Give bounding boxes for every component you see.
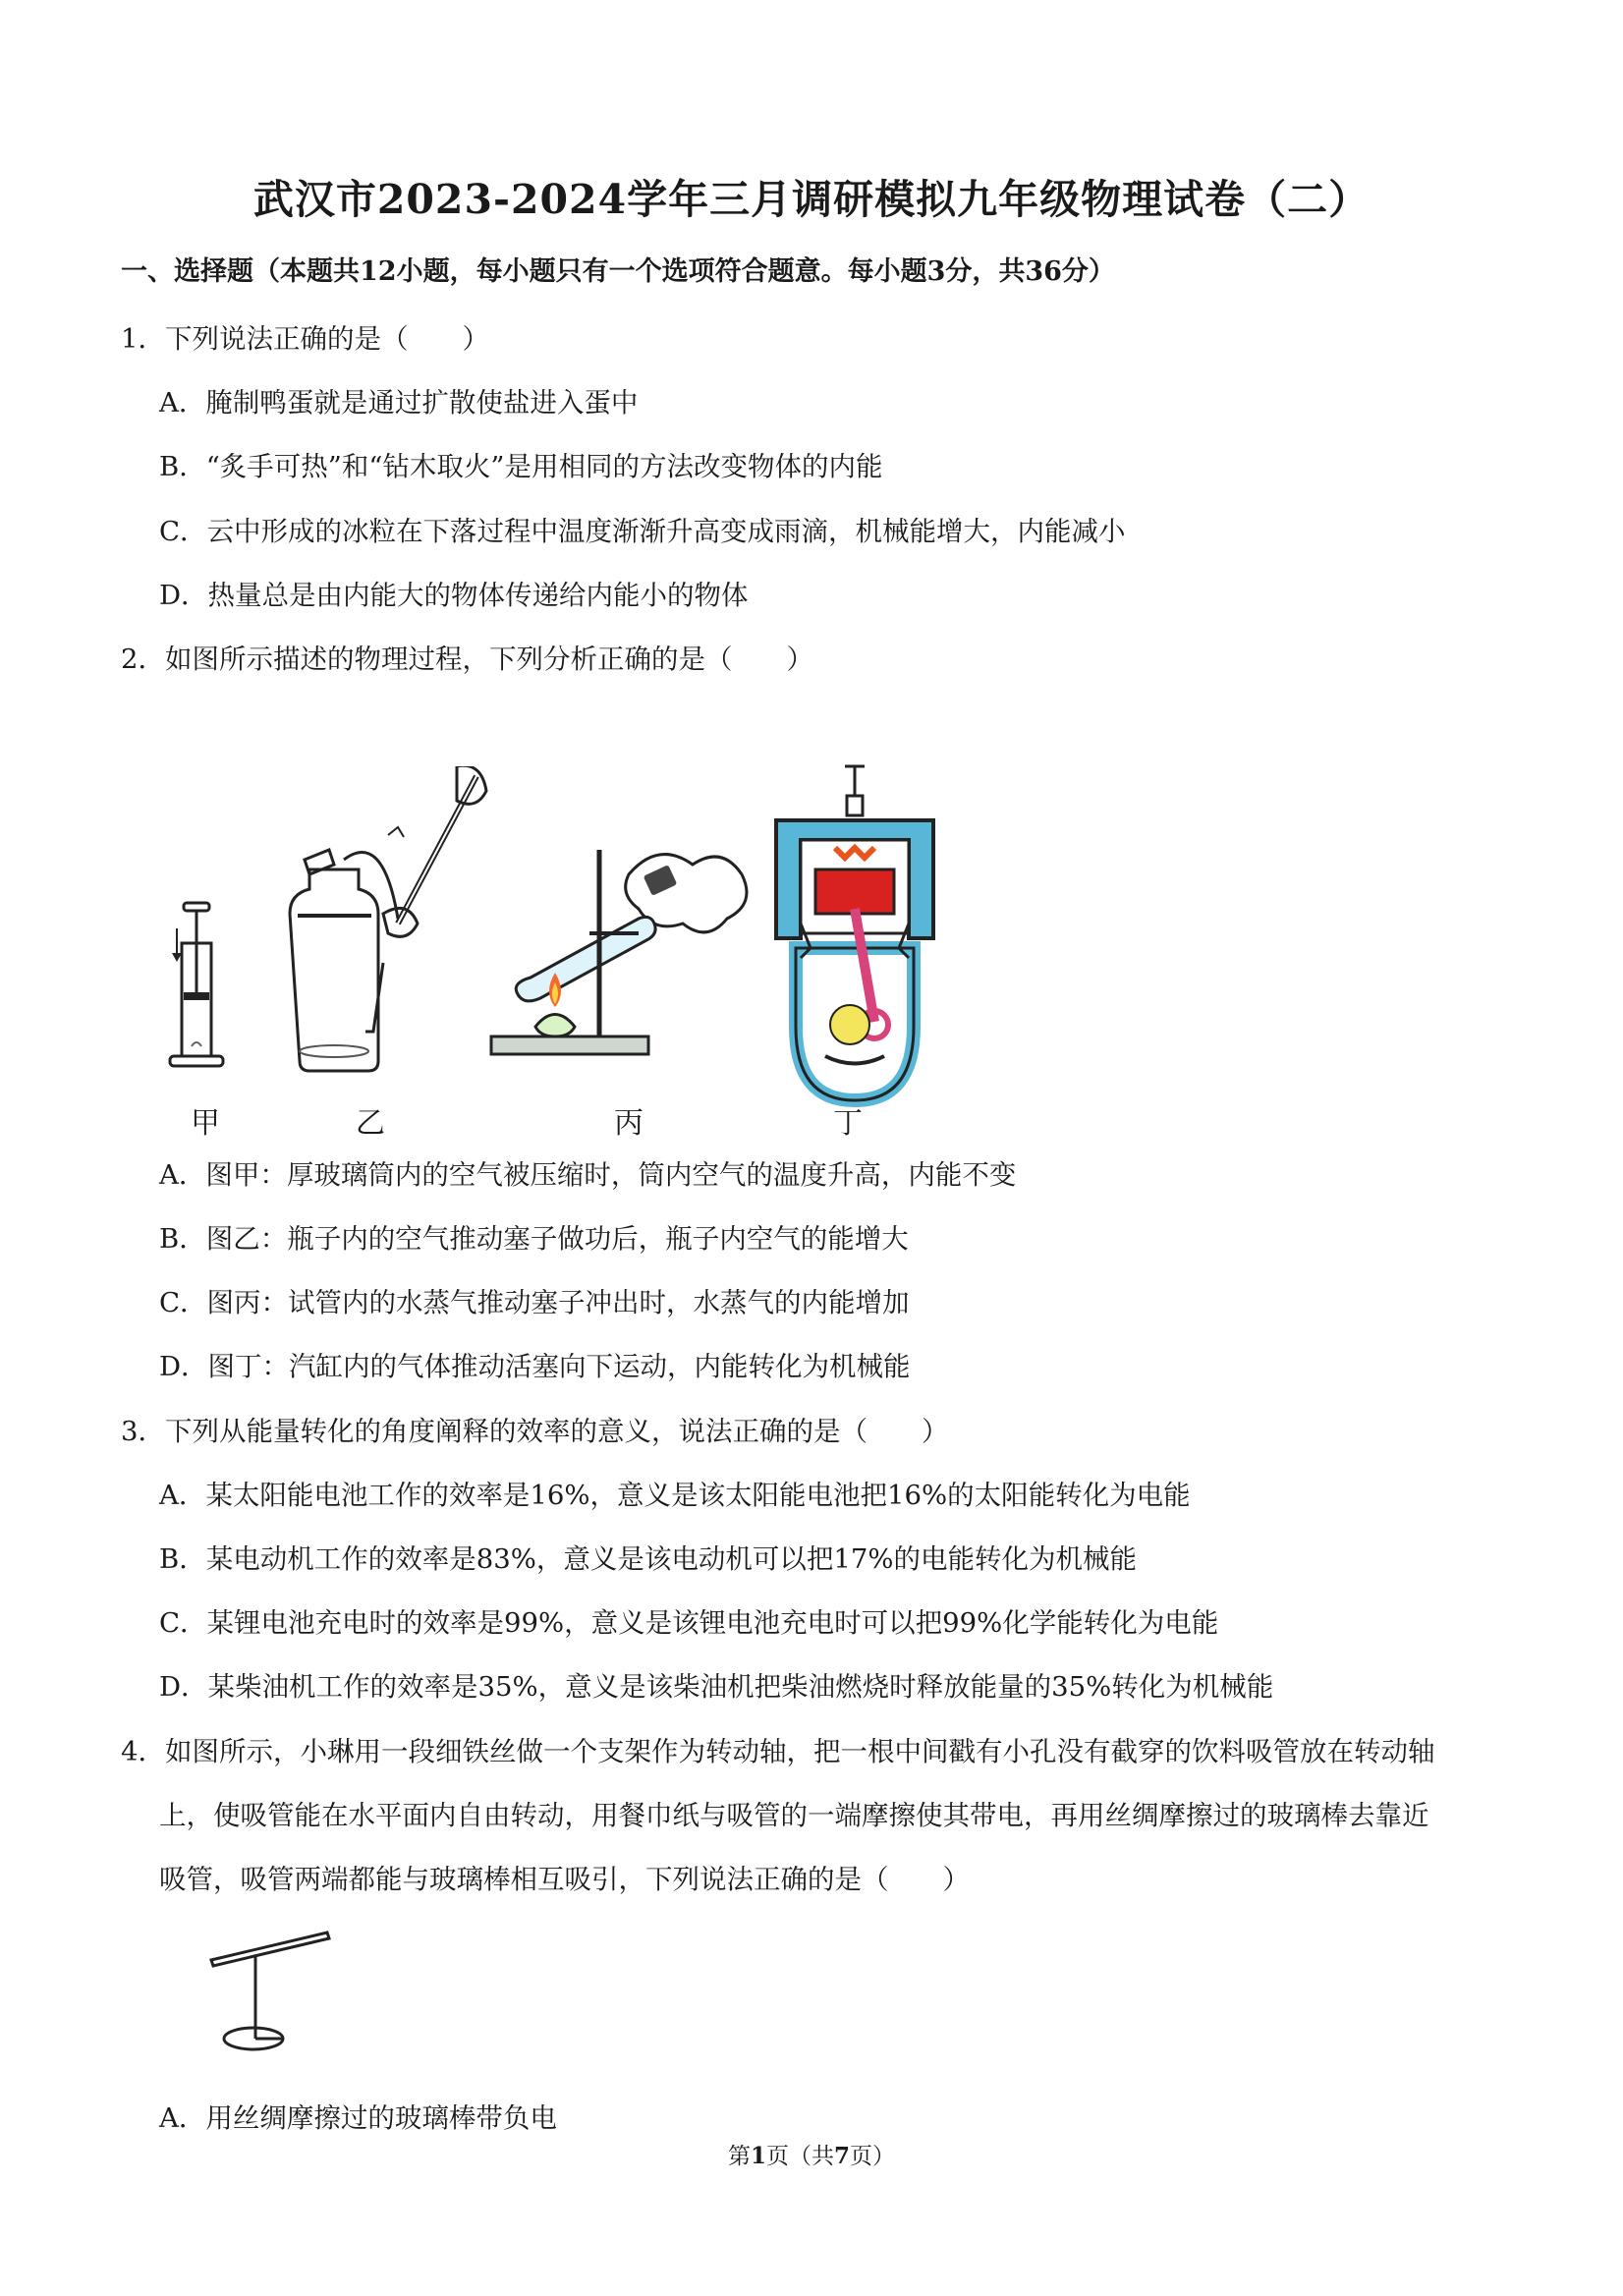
question-1-option-a: A．腌制鸭蛋就是通过扩散使盐进入蛋中 <box>159 387 639 419</box>
footer-prefix: 第 <box>727 2144 751 2169</box>
question-2-option-d: D．图丁：汽缸内的气体推动活塞向下运动，内能转化为机械能 <box>159 1351 911 1382</box>
footer-suffix: 页） <box>850 2144 896 2169</box>
question-3-stem: 3．下列从能量转化的角度阐释的效率的意义，说法正确的是（ ） <box>121 1416 949 1447</box>
footer-middle: 页（共 <box>766 2144 834 2169</box>
question-4-stem-line-2: 上，使吸管能在水平面内自由转动，用餐巾纸与吸管的一端摩擦使其带电，再用丝绸摩擦过的玻璃棒去靠近 <box>159 1800 1429 1831</box>
question-2-option-b: B．图乙：瓶子内的空气推动塞子做功后，瓶子内空气的能增大 <box>159 1223 909 1255</box>
question-2-option-c: C．图丙：试管内的水蒸气推动塞子冲出时，水蒸气的内能增加 <box>159 1287 910 1318</box>
question-3-option-c: C．某锂电池充电时的效率是99%，意义是该锂电池充电时可以把99%化学能转化为电能 <box>159 1607 1219 1639</box>
page-footer <box>0 2138 1623 2170</box>
figure-yi-bottle-pump <box>251 766 496 1076</box>
figure-label-yi: 乙 <box>356 1106 385 1141</box>
question-3-option-d: D．某柴油机工作的效率是35%，意义是该柴油机把柴油燃烧时释放能量的35%转化为机械能 <box>159 1671 1274 1703</box>
question-2-option-a: A．图甲：厚玻璃筒内的空气被压缩时，筒内空气的温度升高，内能不变 <box>159 1159 1017 1191</box>
figure-straw-on-pivot <box>206 1921 334 2058</box>
question-1-option-c: C．云中形成的冰粒在下落过程中温度渐渐升高变成雨滴，机械能增大，内能减小 <box>159 516 1126 547</box>
section-heading: 一、选择题（本题共12小题，每小题只有一个选项符合题意。每小题3分，共36分） <box>121 256 1115 287</box>
question-1-option-b: B．“炙手可热”和“钻木取火”是用相同的方法改变物体的内能 <box>159 451 883 482</box>
figure-bing-test-tube <box>481 825 756 1066</box>
question-4-stem-line-3: 吸管，吸管两端都能与玻璃棒相互吸引，下列说法正确的是（ ） <box>159 1864 970 1895</box>
footer-page-number: 1 <box>750 2143 766 2169</box>
figure-ding-engine <box>766 761 943 1115</box>
question-4-option-a: A．用丝绸摩擦过的玻璃棒带负电 <box>159 2102 557 2134</box>
question-3-option-b: B．某电动机工作的效率是83%，意义是该电动机可以把17%的电能转化为机械能 <box>159 1543 1137 1575</box>
figure-label-ding: 丁 <box>833 1106 863 1141</box>
question-2-stem: 2．如图所示描述的物理过程，下列分析正确的是（ ） <box>121 644 813 675</box>
figure-label-bing: 丙 <box>614 1106 644 1141</box>
question-1-stem: 1．下列说法正确的是（ ） <box>121 323 489 355</box>
question-1-option-d: D．热量总是由内能大的物体传递给内能小的物体 <box>159 580 749 611</box>
page-title: 武汉市2023-2024学年三月调研模拟九年级物理试卷（二） <box>252 176 1371 223</box>
question-3-option-a: A．某太阳能电池工作的效率是16%，意义是该太阳能电池把16%的太阳能转化为电能 <box>159 1480 1191 1511</box>
question-4-stem-line-1: 4．如图所示，小琳用一段细铁丝做一个支架作为转动轴，把一根中间戳有小孔没有截穿的饮料吸管放在转动轴 <box>121 1736 1435 1767</box>
figure-label-jia: 甲 <box>191 1106 220 1141</box>
footer-total-pages: 7 <box>834 2143 851 2169</box>
figure-jia-compression-tube <box>162 899 231 1076</box>
